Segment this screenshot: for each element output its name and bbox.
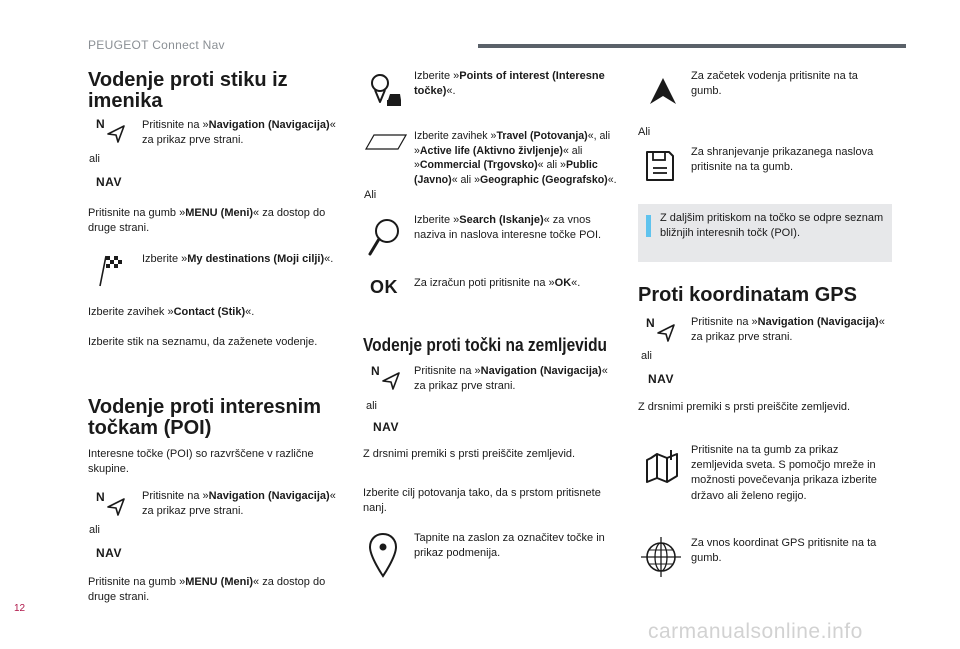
text-bold: My destinations (Moji cilji) [187,253,325,265]
text-bold: Navigation (Navigacija) [480,365,602,377]
text-span: Pritisnite na » [142,490,209,502]
text-span: « za prikaz prve strani. [142,490,336,518]
text-span: Za izračun poti pritisnite na » [414,277,555,289]
text-span: «. [607,173,617,186]
text-span: « za prikaz prve strani. [414,365,608,393]
text-span: « za prikaz prve strani. [142,119,336,147]
navigation-arrow-icon [381,372,401,390]
nav-n-letter: N [96,117,105,131]
world-map-icon [645,448,679,484]
text-span: « ali » [537,159,566,172]
ok-instruction [414,276,614,291]
nav-icon-group [638,316,684,388]
text-span: «. [446,85,456,98]
page-number: 12 [14,603,26,614]
text-bold: Travel (Potovanja) [496,130,588,142]
heading-map-point-guidance: Vodenje proti točki na zemljevidu [363,335,608,355]
globe-icon [640,536,682,578]
text-bold: MENU (Meni) [185,576,254,588]
points-of-interest-icon [367,72,403,108]
text-span: « ali » [451,173,480,186]
text-span: «. [571,277,581,289]
save-icon [645,150,675,182]
menu-instruction [88,206,348,236]
text-bold: Active life (Aktivno življenje) [419,144,563,157]
category-tabs-instruction [414,129,620,187]
text-bold: Commercial (Trgovsko) [419,159,538,172]
swipe-map-text: Z drsnimi premiki s prsti preiščite zemljevid. [638,401,851,413]
text-span: Izberite » [414,70,460,82]
ali-label: ali [89,153,101,165]
swipe-map-text: Z drsnimi premiki s prsti preiščite zemljevid. [363,448,576,460]
text-span: Pritisnite na gumb » [88,576,186,588]
ok-icon: OK [370,277,398,297]
text-span: Pritisnite na » [414,365,481,377]
text-span: « ali » [414,144,583,172]
text-bold: Contact (Stik) [173,306,246,318]
ali-label: Ali [638,126,651,138]
document-header: PEUGEOT Connect Nav [88,38,225,52]
navigation-arrow-icon [106,125,126,143]
checkered-flag-icon [98,254,124,288]
map-pin-icon [368,532,398,578]
info-box-text: Z daljšim pritiskom na točko se odpre seznam bližnjih interesnih točk (POI). [660,212,884,240]
world-map-instruction: Pritisnite na ta gumb za prikaz zemljevida sveta. S pomočjo mreže in možnosti povečevanja prikaza izberite državo ali želeno regijo. [691,444,877,502]
watermark: carmanualsonline.info [648,620,863,643]
navigation-arrow-icon [656,324,676,342]
text-span: Pritisnite na gumb » [88,207,186,219]
search-instruction [414,213,614,243]
heading-contact-guidance: Vodenje proti stiku iz imenika [88,69,288,112]
text-span: « za dostop do druge strani. [88,576,326,604]
nav-instruction [414,364,614,394]
nav-label: NAV [96,546,122,560]
text-span: Izberite » [414,214,460,226]
select-destination-text: Izberite cilj potovanja tako, da s prstom pritisnete nanj. [363,487,601,515]
text-bold: Public (Javno) [414,159,598,186]
nav-icon-group [88,490,134,562]
text-span: « za prikaz prve strani. [691,316,885,344]
contact-tab-instruction [88,305,348,320]
nav-label: NAV [373,420,399,434]
text-bold: OK [554,277,572,289]
nav-label: NAV [648,372,674,386]
nav-label: NAV [96,175,122,189]
text-bold: Points of interest (Interesne točke) [414,70,605,98]
ali-label: ali [366,400,378,412]
text-span: Pritisnite na » [142,119,209,131]
ali-label: ali [641,350,653,362]
search-icon [368,218,402,256]
gps-coordinates-instruction: Za vnos koordinat GPS pritisnite na ta gumb. [691,537,877,565]
start-guidance-icon [648,76,678,106]
text-bold: Navigation (Navigacija) [208,119,330,131]
header-rule [478,44,906,48]
text-bold: Search (Iskanje) [459,214,544,226]
text-span: Izberite zavihek » [88,306,174,318]
nav-instruction [691,315,891,345]
text-span: Pritisnite na » [691,316,758,328]
navigation-arrow-icon [106,498,126,516]
poi-instruction [414,69,614,99]
nav-instruction [142,118,338,148]
text-span: «, ali » [414,130,611,157]
destinations-instruction [142,252,338,267]
tap-screen-instruction: Tapnite na zaslon za označitev točke in prikaz podmenija. [414,532,605,560]
text-span: « za dostop do druge strani. [88,207,326,235]
info-icon [646,215,651,237]
ali-label: Ali [364,189,377,201]
poi-intro-text: Interesne točke (POI) so razvrščene v različne skupine. [88,448,314,476]
heading-poi-guidance: Vodenje proti interesnim točkam (POI) [88,396,321,439]
text-bold: Navigation (Navigacija) [208,490,330,502]
text-bold: MENU (Meni) [185,207,254,219]
nav-n-letter: N [371,364,380,378]
ali-label: ali [89,524,101,536]
heading-gps-coordinates: Proti koordinatam GPS [638,284,857,306]
nav-n-letter: N [96,490,105,504]
text-span: Izberite zavihek » [414,130,497,142]
nav-icon-group [363,364,409,436]
tab-icon [365,133,407,151]
text-bold: Geographic (Geografsko) [479,173,608,186]
nav-instruction [142,489,338,519]
text-bold: Navigation (Navigacija) [757,316,879,328]
text-span: « za vnos naziva in naslova interesne točke POI. [414,214,602,242]
nav-icon-group [88,117,134,189]
text-span: «. [324,253,334,265]
save-address-instruction: Za shranjevanje prikazanega naslova pritisnite na ta gumb. [691,146,874,174]
select-contact-text: Izberite stik na seznamu, da zaženete vodenje. [88,336,318,348]
text-span: «. [245,306,255,318]
start-guidance-instruction: Za začetek vodenja pritisnite na ta gumb. [691,70,858,98]
nav-n-letter: N [646,316,655,330]
text-span: Izberite » [142,253,188,265]
menu-instruction [88,575,348,605]
